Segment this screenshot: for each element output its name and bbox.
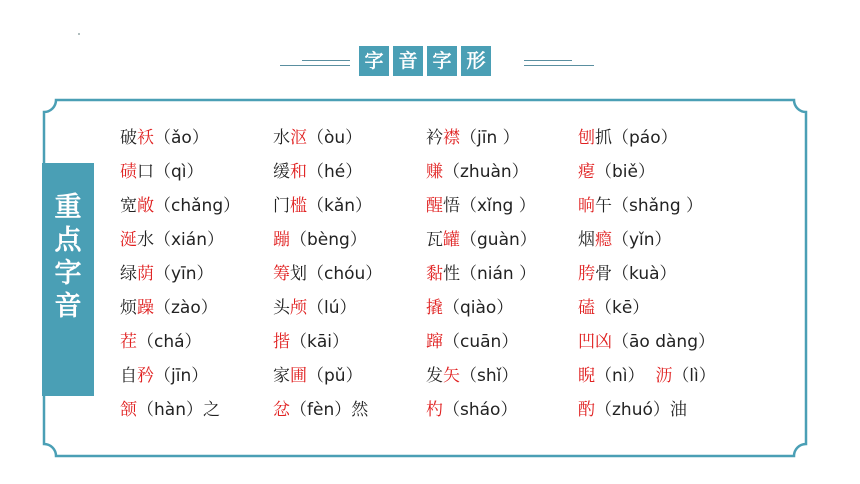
word-entry [578,332,715,352]
header-tile: 音 [393,46,423,76]
key-char: 醒 [426,196,443,216]
side-char: 点 [54,225,82,256]
word-entry [578,128,678,148]
entry-text: （nì） [595,366,656,386]
key-char: 酌 [578,400,595,420]
word-entry [426,264,536,284]
entry-text: （āo dàng） [612,332,715,352]
entry-text: 绿 [120,264,137,284]
word-entry [120,264,214,284]
entry-text: 水 [273,128,290,148]
key-char: 凹凶 [578,332,612,352]
key-char: 黏 [426,264,443,284]
side-char: 音 [54,291,82,322]
entry-text: （lú） [307,298,357,318]
key-char: 圃 [290,366,307,386]
key-char: 碛 [120,162,137,182]
word-entry [273,298,357,318]
side-title [42,191,94,323]
entry-text: 缓 [273,162,290,182]
side-label-bar [42,163,94,396]
word-entry [578,298,649,318]
entry-text: 破 [120,128,137,148]
entry-text: （guàn） [460,230,537,250]
entry-text: （fèn）然 [290,400,369,420]
word-entry [120,332,202,352]
key-char: 磕 [578,298,595,318]
key-char: 罐 [443,230,460,250]
entry-text: （hàn）之 [137,400,220,420]
entry-text: （chǎng） [154,196,241,216]
entry-text: 性（nián ） [443,264,537,284]
header-line-left-2 [302,60,350,61]
word-entry [273,230,367,250]
word-entry [426,162,529,182]
key-char: 蹿 [426,332,443,352]
word-entry [578,264,677,284]
word-entry [426,230,537,250]
entry-text: （jīn ） [460,128,520,148]
word-entry [426,332,518,352]
word-entry [426,366,518,386]
header-line-left [280,65,350,66]
entry-text: （qiào） [443,298,514,318]
entry-text: 午（shǎng ） [595,196,704,216]
entry-text: （kǎn） [307,196,373,216]
entry-text: 划（chóu） [290,264,383,284]
key-char: 矜 [137,366,154,386]
word-entry [578,230,672,250]
entry-text: 口（qì） [137,162,204,182]
entry-text: 水（xián） [137,230,224,250]
key-char: 沥 [655,366,673,386]
key-char: 杓 [426,400,443,420]
word-entry [120,400,220,420]
entry-text: 抓（páo） [595,128,678,148]
entry-text: （yǐn） [612,230,672,250]
key-char: 涎 [120,230,137,250]
header-tile: 形 [461,46,491,76]
entry-text: 烦 [120,298,137,318]
entry-text: 衿 [426,128,443,148]
word-entry [273,332,349,352]
key-char: 忿 [273,400,290,420]
header-tile: 字 [427,46,457,76]
key-char: 睨 [578,366,595,386]
word-entry [578,366,716,386]
entry-text: 烟 [578,230,595,250]
header-tiles [359,46,491,76]
entry-text: （shǐ） [460,366,519,386]
header-line-right [524,65,594,66]
word-entry [273,128,362,148]
entry-text: （ǎo） [154,128,209,148]
key-char: 敞 [137,196,154,216]
word-entry [120,162,204,182]
entry-text: （zhuó）油 [595,400,687,420]
header-tile: 字 [359,46,389,76]
key-char: 蹦 [273,230,290,250]
entry-text: （cuān） [443,332,519,352]
entry-text: （zhuàn） [443,162,529,182]
entry-text: （yīn） [154,264,214,284]
entry-text: （kē） [595,298,650,318]
key-char: 槛 [290,196,307,216]
key-char: 躁 [137,298,154,318]
header-line-right-2 [524,60,572,61]
key-char: 袄 [137,128,154,148]
word-entry [120,196,240,216]
word-entry [120,128,209,148]
entry-text: （lì） [672,366,716,386]
key-char: 撬 [426,298,443,318]
entry-text: （chá） [137,332,202,352]
key-char: 瘪 [578,162,595,182]
word-entry [578,400,687,420]
entry-text: 悟（xǐng ） [443,196,536,216]
key-char: 刨 [578,128,595,148]
entry-text: （pǔ） [307,366,363,386]
word-entry [578,162,655,182]
key-char: 晌 [578,196,595,216]
word-entry [120,298,218,318]
word-entry [426,128,520,148]
word-entry [273,264,382,284]
key-char: 瘾 [595,230,612,250]
key-char: 颅 [290,298,307,318]
side-char: 字 [54,258,82,289]
entry-text: 瓦 [426,230,443,250]
word-entry [273,366,363,386]
key-char: 和 [290,162,307,182]
entry-text: （hé） [307,162,363,182]
entry-text: 发 [426,366,443,386]
key-char: 沤 [290,128,307,148]
word-entry [120,230,224,250]
entry-text: （kāi） [290,332,349,352]
entry-text: 自 [120,366,137,386]
word-entry [426,298,513,318]
key-char: 茬 [120,332,137,352]
entry-text: （biě） [595,162,655,182]
key-char: 揩 [273,332,290,352]
word-entry [273,162,362,182]
key-char: 荫 [137,264,154,284]
word-entry [120,366,208,386]
side-char: 重 [54,192,82,223]
word-entry [273,196,372,216]
entry-text: 家 [273,366,290,386]
key-char: 颔 [120,400,137,420]
word-entry [426,400,517,420]
decor-dot [78,33,80,35]
word-entry [273,400,368,420]
section-header [280,42,594,78]
entry-text: 骨（kuà） [595,264,677,284]
key-char: 矢 [443,366,460,386]
entry-text: （bèng） [290,230,367,250]
entry-text: 宽 [120,196,137,216]
entry-text: （jīn） [154,366,209,386]
entry-text: （òu） [307,128,363,148]
key-char: 赚 [426,162,443,182]
entry-text: （zào） [154,298,218,318]
entry-text: 头 [273,298,290,318]
word-entry [426,196,536,216]
key-char: 筹 [273,264,290,284]
key-char: 胯 [578,264,595,284]
entry-text: 门 [273,196,290,216]
entry-text: （sháo） [443,400,518,420]
word-entry [578,196,703,216]
key-char: 襟 [443,128,460,148]
